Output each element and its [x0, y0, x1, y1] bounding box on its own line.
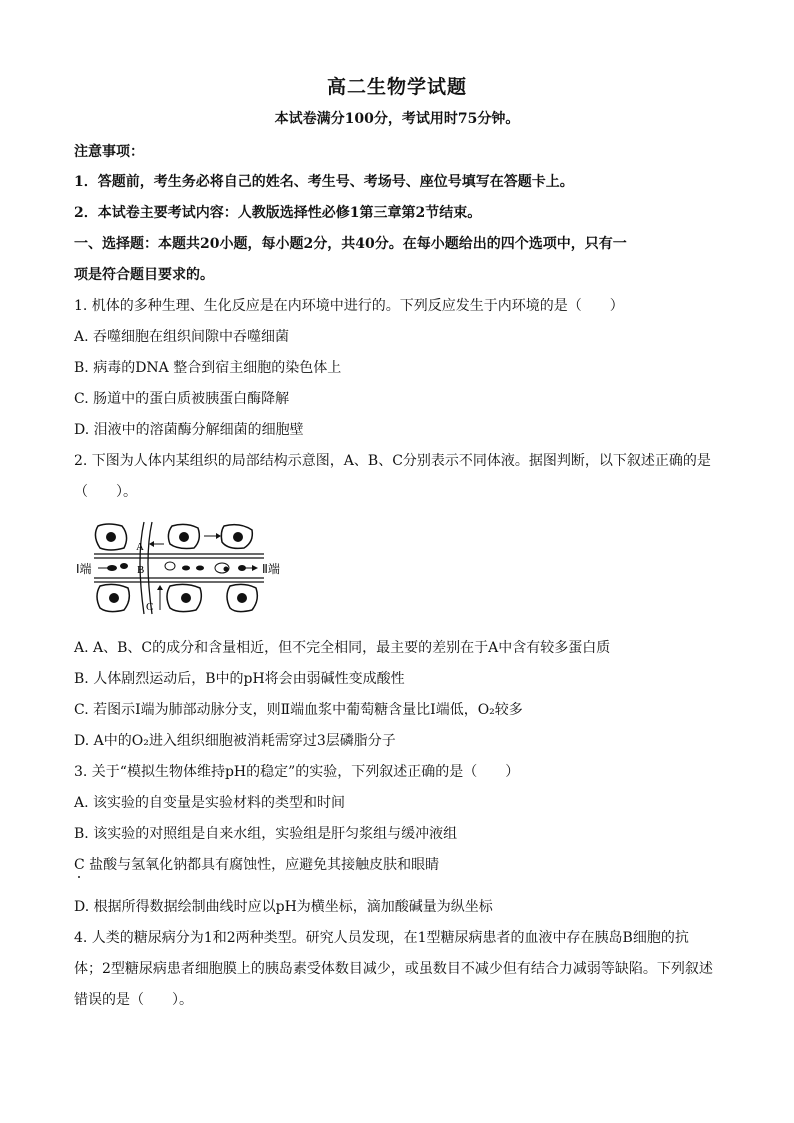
q2-option-a: A. A、B、C的成分和含量相近，但不完全相同，最主要的差别在于A中含有较多蛋白质 — [74, 640, 611, 656]
blood-cell — [182, 566, 190, 571]
arrowhead — [149, 541, 154, 547]
blood-cell — [120, 563, 128, 569]
q1-option-a: A. 吞噬细胞在组织间隙中吞噬细菌 — [74, 329, 290, 345]
section1-heading-line2: 项是符合题目要求的。 — [74, 267, 214, 283]
q3-option-d: D. 根据所得数据绘制曲线时应以pH为横坐标，滴加酸碱量为纵坐标 — [74, 899, 493, 915]
label-end-left: Ⅰ端 — [76, 562, 92, 576]
q3-stem: 3. 关于“模拟生物体维持pH的稳定”的实验，下列叙述正确的是（ ） — [74, 764, 520, 780]
blood-cell — [224, 567, 229, 572]
arrowhead — [252, 565, 258, 571]
notes-heading: 注意事项： — [74, 144, 144, 160]
q2-option-d: D. A中的O₂进入组织细胞被消耗需穿过3层磷脂分子 — [74, 733, 396, 749]
q4-stem-line3: 错误的是（ ）。 — [74, 992, 193, 1008]
cell-nucleus — [109, 593, 119, 603]
label-a: A — [136, 541, 144, 553]
blood-cell — [107, 565, 117, 571]
q4-stem-line1: 4. 人类的糖尿病分为1和2两种类型。研究人员发现，在1型糖尿病患者的血液中存在胰岛B细胞的抗 — [74, 930, 689, 946]
note-item-2: 2．本试卷主要考试内容：人教版选择性必修1第三章第2节结束。 — [74, 205, 482, 221]
exam-title: 高二生物学试题 — [326, 76, 467, 98]
blood-cell — [196, 566, 204, 571]
label-b: B — [137, 564, 145, 576]
q3-option-a: A. 该实验的自变量是实验材料的类型和时间 — [74, 795, 346, 811]
cell-nucleus — [237, 593, 247, 603]
q2-stem-line2: （ ）。 — [74, 484, 137, 500]
stray-mark — [78, 876, 80, 878]
section1-heading-line1: 一、选择题：本题共20小题，每小题2分，共40分。在每小题给出的四个选项中，只有一 — [74, 236, 627, 252]
label-end-right: Ⅱ端 — [262, 562, 280, 576]
blood-cell — [165, 562, 175, 570]
q2-option-b: B. 人体剧烈运动后，B中的pH将会由弱碱性变成酸性 — [74, 671, 405, 687]
q3-option-b: B. 该实验的对照组是自来水组，实验组是肝匀浆组与缓冲液组 — [74, 826, 458, 842]
cell-nucleus — [233, 532, 243, 542]
cell-nucleus — [181, 593, 191, 603]
cell-nucleus — [179, 532, 189, 542]
q1-stem: 1. 机体的多种生理、生化反应是在内环境中进行的。下列反应发生于内环境的是（ ） — [74, 298, 624, 314]
q2-option-c: C. 若图示Ⅰ端为肺部动脉分支，则Ⅱ端血浆中葡萄糖含量比Ⅰ端低，O₂较多 — [74, 702, 523, 718]
exam-subtitle: 本试卷满分100分，考试用时75分钟。 — [274, 111, 520, 127]
note-item-1: 1．答题前，考生务必将自己的姓名、考生号、考场号、座位号填写在答题卡上。 — [74, 174, 574, 190]
arrowhead — [157, 585, 163, 590]
q2-stem-line1: 2. 下图为人体内某组织的局部结构示意图，A、B、C分别表示不同体液。据图判断，以下叙述正确的是 — [74, 453, 711, 469]
label-c: C — [146, 601, 154, 613]
tissue-structure-diagram — [74, 518, 294, 618]
arrowhead — [216, 533, 221, 539]
q1-option-d: D. 泪液中的溶菌酶分解细菌的细胞壁 — [74, 422, 304, 438]
cell-nucleus — [106, 532, 116, 542]
q3-option-c: C 盐酸与氢氧化钠都具有腐蚀性，应避免其接触皮肤和眼睛 — [74, 857, 440, 873]
q4-stem-line2: 体；2型糖尿病患者细胞膜上的胰岛素受体数目减少，或虽数目不减少但有结合力减弱等缺陷。下列叙述 — [74, 961, 713, 977]
q1-option-b: B. 病毒的DNA 整合到宿主细胞的染色体上 — [74, 360, 342, 376]
q1-option-c: C. 肠道中的蛋白质被胰蛋白酶降解 — [74, 391, 290, 407]
